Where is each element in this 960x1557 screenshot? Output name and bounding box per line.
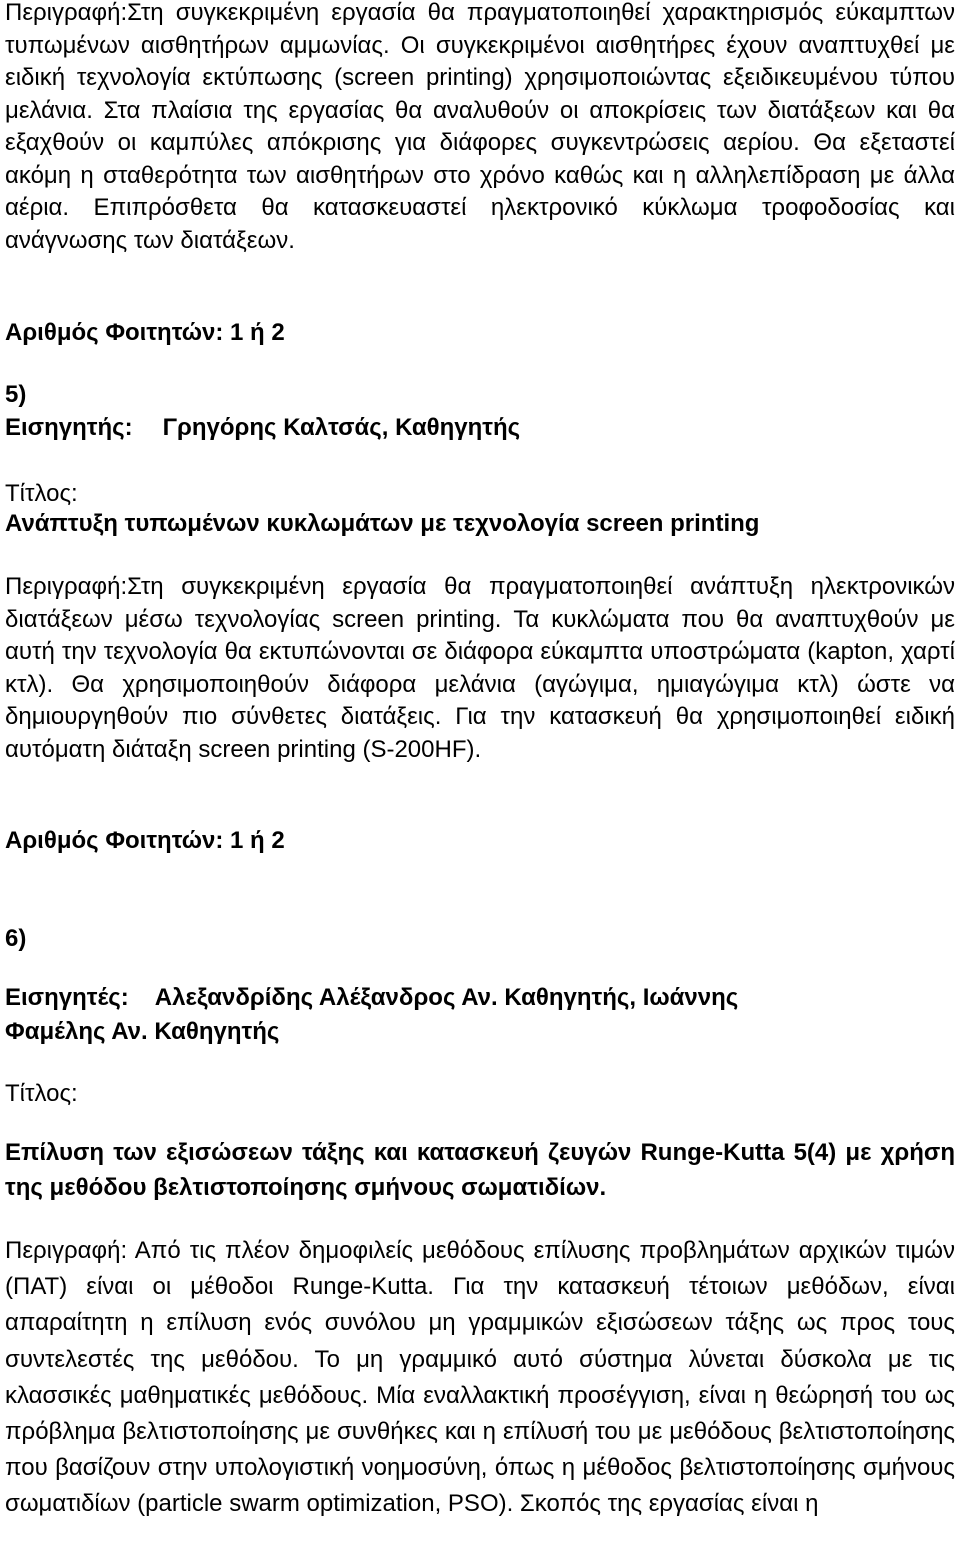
section6-description-paragraph [5, 1233, 955, 1523]
section4-description [5, 0, 955, 257]
section6-title-label: Τίτλος: [5, 1080, 78, 1107]
section4-description-text: Στη συγκεκριμένη εργασία θα πραγματοποιηθεί χαρακτηρισμός εύκαμπτων τυπωμένων αισθητήρων αμμωνίας. Οι συγκεκριμένοι αισθητήρες έχουν αναπτυχθεί με ειδική τεχνολογία εκτύπωσης (screen printing) χρησιμοποιώντας εξειδικευμένου τύπου μελάνια. Στα πλαίσια της εργασίας θα αναλυθούν οι αποκρίσεις των διατάξεων και θα εξαχθούν οι καμπύλες απόκρισης για διάφορες συγκεντρώσεις αερίου. Θα εξεταστεί ακόμη η σταθερότητα των αισθητήρων στο χρόνο καθώς και η αλληλεπίδραση με άλλα αέρια. Επιπρόσθετα θα κατασκευαστεί ηλεκτρονικό κύκλωμα τροφοδοσίας και ανάγνωσης των διατάξεων. [5, 0, 955, 254]
section6-supervisors-line2: Φαμέλης Αν. Καθηγητής [5, 1018, 280, 1045]
section5-description-label: Περιγραφή: [5, 573, 128, 600]
section5-title-label: Τίτλος: [5, 480, 78, 507]
section4-students: Αριθμός Φοιτητών: 1 ή 2 [5, 319, 285, 346]
section5-students: Αριθμός Φοιτητών: 1 ή 2 [5, 827, 285, 854]
section6-supervisors-row [5, 983, 738, 1013]
section6-title: Επίλυση των εξισώσεων τάξης και κατασκευή ζευγών Runge-Kutta 5(4) με χρήση της μεθόδου βελτιστοποίησης σμήνους σωματιδίων. [5, 1139, 955, 1201]
section4-description-paragraph [5, 0, 955, 257]
section6-number: 6) [5, 925, 27, 952]
section5-description-paragraph [5, 571, 955, 766]
section6-description-text: Από τις πλέον δημοφιλείς μεθόδους επίλυσης προβλημάτων αρχικών τιμών (ΠΑΤ) είναι οι μέθοδοι Runge-Kutta. Για την κατασκευή τέτοιων μεθόδων, είναι απαραίτητη η επίλυση ενός συνόλου μη γραμμικών εξισώσεων τάξης ως προς τους συντελεστές της μεθόδου. Το μη γραμμικό αυτό σύστημα λύνεται δύσκολα με τις κλασσικές μαθηματικές μεθόδους. Μία εναλλακτική προσέγγιση, είναι η θεώρησή του ως πρόβλημα βελτιστοποίησης με συνθήκες και η επίλυσή του με μεθόδους βελτιστοποίησης που βασίζουν στην υπολογιστική νοημοσύνη, όπως η μέθοδος βελτιστοποίησης σμήνους σωματιδίων (particle swarm optimization, PSO). Σκοπός της εργασίας είναι η [5, 1237, 956, 1518]
section6-description-label: Περιγραφή: [5, 1237, 128, 1264]
section5-supervisor-name: Γρηγόρης Καλτσάς, Καθηγητής [162, 414, 521, 441]
section4-description-label: Περιγραφή: [5, 0, 128, 26]
section6-supervisors-label: Εισηγητές: [5, 984, 129, 1011]
section6-title-block [5, 1135, 955, 1205]
section5-number: 5) [5, 381, 27, 408]
section5-supervisor-row [5, 413, 520, 443]
section5-title: Ανάπτυξη τυπωμένων κυκλωμάτων με τεχνολογία screen printing [5, 510, 760, 537]
section6-description [5, 1233, 955, 1523]
section6-supervisors-line1: Αλεξανδρίδης Αλέξανδρος Αν. Καθηγητής, Ιωάννης [154, 984, 739, 1011]
section5-supervisor-label: Εισηγητής: [5, 414, 133, 441]
section5-description [5, 571, 955, 766]
section5-description-text: Στη συγκεκριμένη εργασία θα πραγματοποιηθεί ανάπτυξη ηλεκτρονικών διατάξεων μέσω τεχνολογίας screen printing. Τα κυκλώματα που θα αναπτυχθούν με αυτή την τεχνολογία θα εκτυπώνονται σε διάφορα εύκαμπτα υποστρώματα (kapton, χαρτί κτλ). Θα χρησιμοποιηθούν διάφορα μελάνια (αγώγιμα, ημιαγώγιμα κτλ) ώστε να δημιουργηθούν πιο σύνθετες διατάξεις. Για την κατασκευή θα χρησιμοποιηθεί ειδική αυτόματη διάταξη screen printing (S-200HF). [5, 573, 955, 763]
